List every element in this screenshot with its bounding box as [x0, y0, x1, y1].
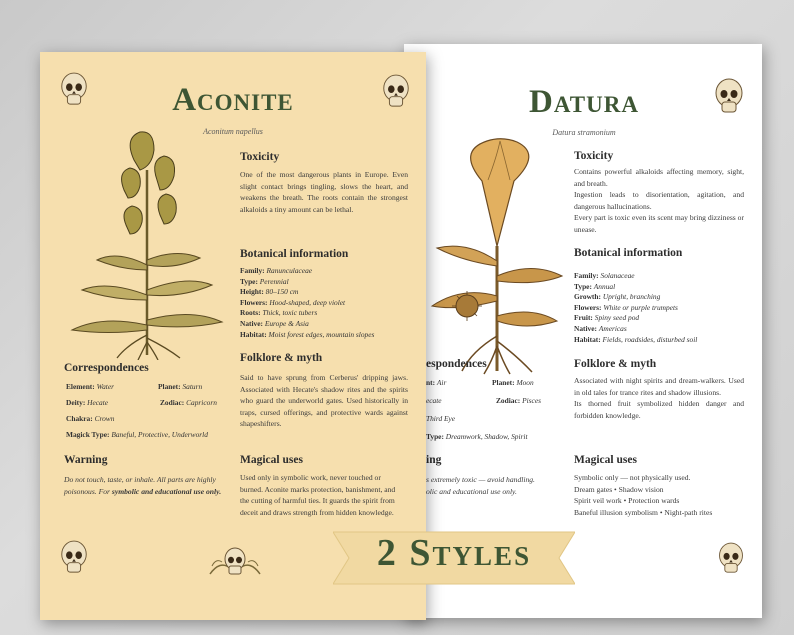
datura-toxicity-heading: Toxicity	[574, 150, 614, 162]
datura-plant-illustration	[422, 136, 572, 376]
datura-toxicity-text: Contains powerful alkaloids affecting memory, sight, and breath. Ingestion leads to disorientation, agitation, and dangerous hallucinations. Every part is toxic even its scent may bring dizziness or unease.	[574, 167, 744, 234]
datura-folklore-text: Associated with night spirits and dream-walkers. Used in old tales for trance rites and shadow illusions. Its thorned fruit symbolized hidden danger and forbidden knowledge.	[574, 376, 744, 420]
aconite-latin-name: Aconitum napellus	[203, 127, 263, 136]
aconite-correspondences-heading: Correspondences	[64, 362, 149, 374]
datura-botanical-list: Family: Solanaceae Type: Annual Growth: Upright, branching Flowers: White or purple trumpets Fruit: Spiny seed pod Native: Americas Habitat: Fields, roadsides, disturbed soil	[574, 271, 698, 344]
datura-correspondences-list: nt: Air Planet: Moon ecate Zodiac: Pisces Third Eye Type: Dreamwork, Shadow, Spirit	[426, 378, 541, 441]
aconite-botanical-heading: Botanical information	[240, 248, 349, 260]
skull-icon	[380, 74, 412, 110]
aconite-toxicity-heading: Toxicity	[240, 151, 280, 163]
datura-correspondences-heading: espondences	[426, 358, 487, 370]
datura-magical-heading: Magical uses	[574, 454, 637, 466]
datura-warning-text: s extremely toxic — avoid handling. olic and educational use only.	[426, 475, 535, 496]
aconite-folklore-heading: Folklore & myth	[240, 352, 323, 364]
aconite-botanical-list: Family: Ranunculaceae Type: Perennial Height: 80–150 cm Flowers: Hood-shaped, deep violet Roots: Thick, toxic tubers Native: Europe & Asia Habitat: Moist forest edges, mountain slopes	[240, 266, 375, 339]
aconite-warning-text: Do not touch, taste, or inhale. All parts are highly poisonous. For symbolic and educational use only.	[64, 475, 222, 496]
datura-title: Datura	[529, 84, 639, 120]
datura-warning-heading: ing	[426, 454, 442, 466]
datura-magical-text: Symbolic only — not physically used. Dream gates • Shadow vision Spirit veil work • Protection wards Baneful illusion symbolism • Night-path rites	[574, 473, 713, 517]
aconite-toxicity-text: One of the most dangerous plants in Europe. Even slight contact brings tingling, slows the heart, and weakens the breath. The roots contain the strongest alkaloids a tiny amount can be lethal.	[240, 170, 408, 214]
datura-latin-name: Datura stramonium	[552, 128, 616, 137]
skull-icon	[712, 78, 746, 116]
skull-icon	[58, 72, 90, 108]
aconite-magical-text: Used only in symbolic work, never touched or burned. Aconite marks protection, banishment, and the cutting of harmful ties. It guards the spirit from deceit and draws strength from hidden knowledge.	[240, 473, 396, 517]
aconite-magical-heading: Magical uses	[240, 454, 303, 466]
aconite-folklore-text: Said to have sprung from Cerberus' dripping jaws. Associated with Hecate's shadow rites and the spirits who guard the underworld gates. Used historically in traps, cursed offerings, and protective wards against shapeshifters.	[240, 373, 408, 428]
aconite-plant-illustration	[62, 130, 232, 360]
skull-icon	[58, 540, 90, 576]
skull-icon	[716, 542, 746, 576]
datura-folklore-heading: Folklore & myth	[574, 358, 657, 370]
aconite-warning-heading: Warning	[64, 454, 108, 466]
skull-ornament-icon	[208, 546, 262, 580]
aconite-correspondences-list: Element: Water Planet: Saturn Deity: Hecate Zodiac: Capricorn Chakra: Crown Magick Type: Baneful, Protective, Underworld	[66, 382, 217, 439]
aconite-title: Aconite	[172, 82, 294, 118]
datura-botanical-heading: Botanical information	[574, 247, 683, 259]
banner-text: 2 Styles	[376, 532, 532, 574]
